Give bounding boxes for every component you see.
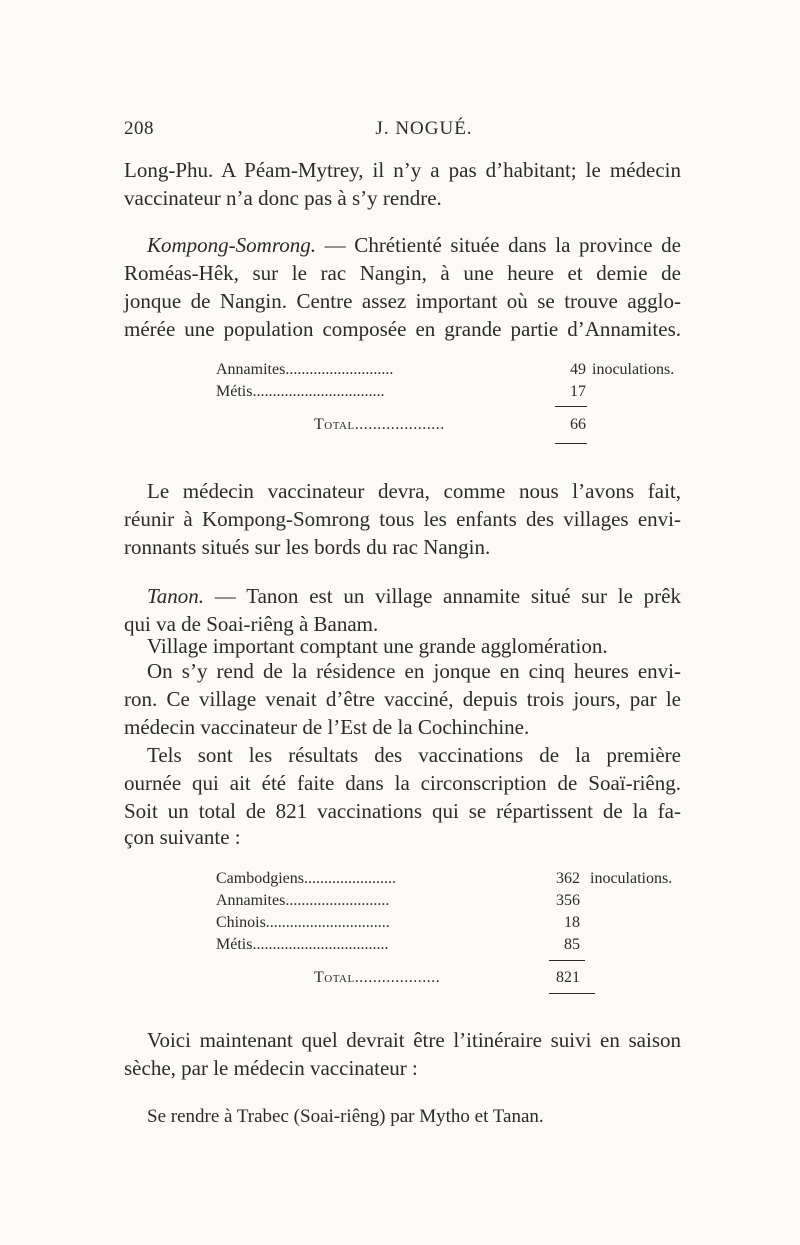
table-row-label: Cambodgiens....................... — [216, 870, 396, 887]
table-row — [216, 381, 686, 403]
running-head: J. NOGUÉ. — [375, 118, 473, 139]
paragraph-line: Se rendre à Trabec (Soai-riêng) par Mytho et Tanan. — [147, 1106, 544, 1127]
table-total-value: 821 — [556, 969, 580, 986]
table-row-label: Métis................................. — [216, 383, 385, 400]
sum-rule — [549, 960, 585, 961]
paragraph-line: sèche, par le médecin vaccinateur : — [124, 1056, 418, 1080]
table-row — [216, 868, 686, 890]
total-rule — [555, 443, 587, 444]
table-row-unit: inoculations. — [590, 870, 673, 887]
section-first-line — [147, 231, 681, 259]
table-row-value: 17 — [570, 383, 586, 400]
table-row — [216, 359, 686, 381]
table-row — [216, 912, 686, 934]
table-row-unit: inoculations. — [592, 361, 675, 378]
paragraph-line: ournée qui ait été faite dans la circonscription de Soaï-riêng. — [124, 771, 681, 795]
table-total-label: Total................... — [314, 969, 441, 986]
paragraph-line: mérée une population composée en grande partie d’Annamites. — [124, 317, 681, 341]
paragraph-line: Roméas-Hêk, sur le rac Nangin, à une heure et demie de — [124, 261, 681, 285]
table-row — [216, 934, 686, 956]
table-row-value: 362 — [556, 870, 580, 887]
section-heading: Tanon. — [147, 584, 205, 608]
paragraph-line: réunir à Kompong-Somrong tous les enfants des villages envi- — [124, 507, 681, 531]
paragraph-line: vaccinateur n’a donc pas à s’y rendre. — [124, 186, 442, 210]
paragraph-line: Le médecin vaccinateur devra, comme nous l’avons fait, — [147, 479, 681, 503]
table-row-value: 85 — [564, 936, 580, 953]
page-number: 208 — [124, 118, 154, 139]
section-text: — Chrétienté située dans la province de — [315, 233, 681, 257]
section-text: — Tanon est un village annamite situé sur le prêk — [204, 584, 681, 608]
table-row-label: Annamites........................... — [216, 361, 394, 378]
paragraph-line: Soit un total de 821 vaccinations qui se répartissent de la fa- — [124, 799, 681, 823]
total-rule — [549, 993, 595, 994]
table-row-label: Métis.................................. — [216, 936, 389, 953]
table-row-label: Annamites.......................... — [216, 892, 390, 909]
paragraph-line: Village important comptant une grande agglomération. — [147, 634, 608, 658]
table-row-value: 49 — [570, 361, 586, 378]
table-total-row — [314, 967, 614, 989]
paragraph-line: On s’y rend de la résidence en jonque en cinq heures envi- — [147, 659, 681, 683]
paragraph-line: qui va de Soai-riêng à Banam. — [124, 612, 379, 636]
paragraph-line: Long-Phu. A Péam-Mytrey, il n’y a pas d’habitant; le médecin — [124, 158, 681, 182]
table-row-label: Chinois............................... — [216, 914, 390, 931]
table-row — [216, 890, 686, 912]
paragraph-line: Tels sont les résultats des vaccinations de la première — [147, 743, 681, 767]
sum-rule — [555, 406, 587, 407]
paragraph-line: ronnants situés sur les bords du rac Nangin. — [124, 535, 491, 559]
paragraph-line: ron. Ce village venait d’être vacciné, depuis trois jours, par le — [124, 687, 681, 711]
table-total-row — [314, 414, 614, 436]
section-heading: Kompong-Somrong. — [147, 233, 316, 257]
table-row-value: 18 — [564, 914, 580, 931]
paragraph-line: médecin vaccinateur de l’Est de la Cochinchine. — [124, 715, 530, 739]
table-total-label: Total.................... — [314, 416, 445, 433]
page-header — [124, 118, 684, 142]
section-first-line — [147, 582, 681, 610]
paragraph-line: Voici maintenant quel devrait être l’itinéraire suivi en saison — [147, 1028, 681, 1052]
paragraph-line: jonque de Nangin. Centre assez important où se trouve agglo- — [124, 289, 681, 313]
table-total-value: 66 — [570, 416, 586, 433]
paragraph-line: çon suivante : — [124, 825, 241, 849]
table-row-value: 356 — [556, 892, 580, 909]
